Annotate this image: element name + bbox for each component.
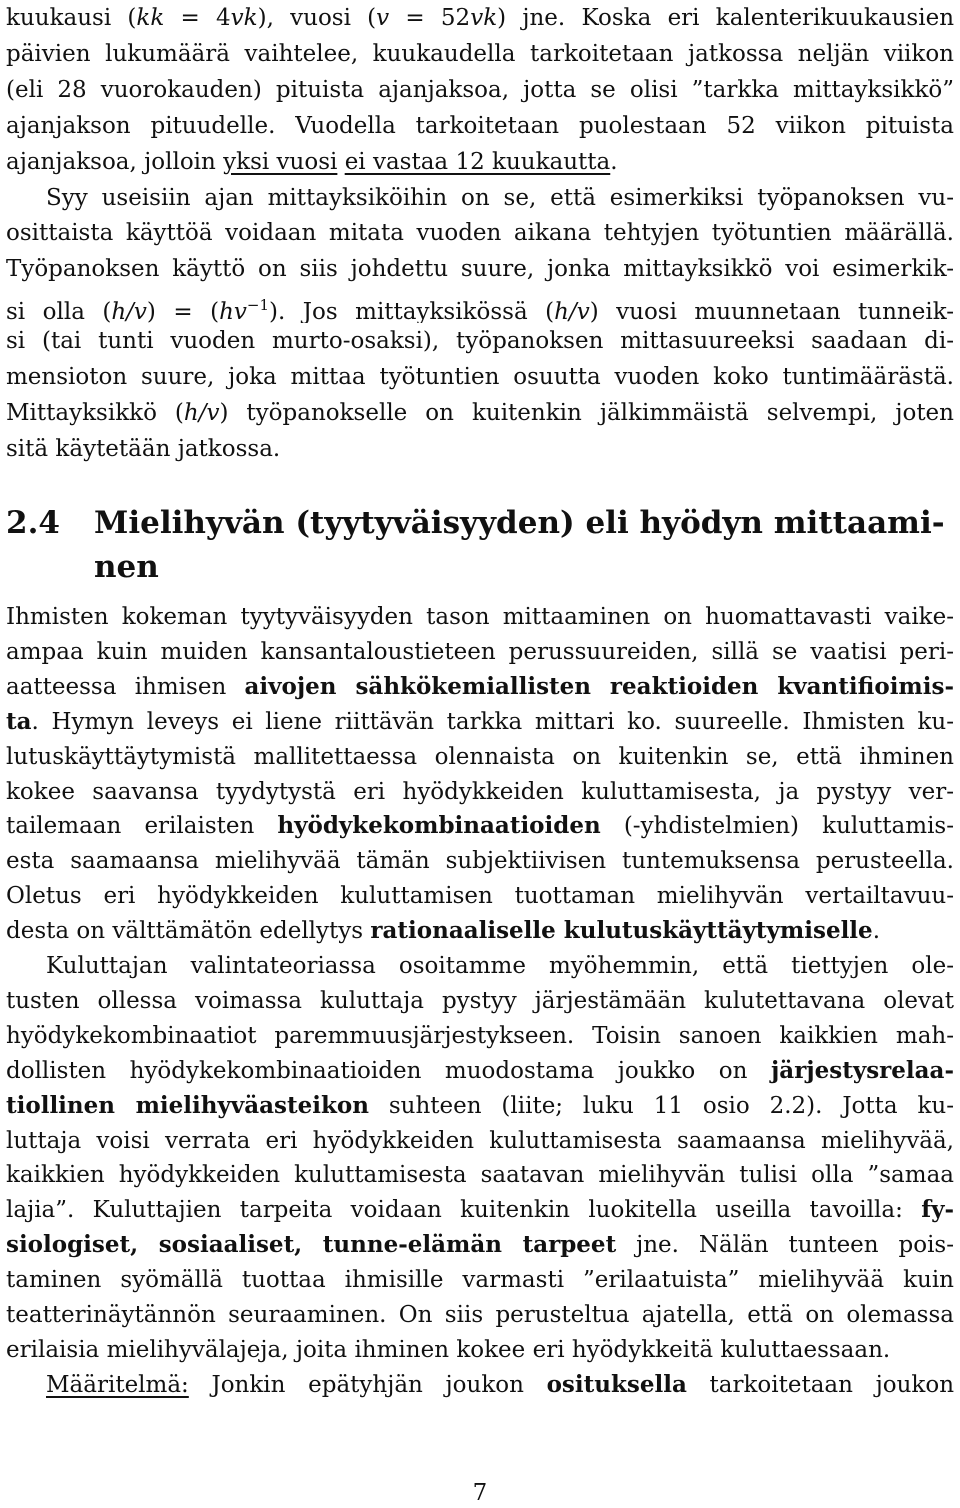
text-run: (eli 28 vuorokauden) pituista ajanjaksoa, jotta se olisi ”tarkka mittayksikkö”: [6, 76, 954, 103]
text-line: [6, 1157, 954, 1193]
text-line: [6, 599, 954, 635]
section-title-line-2: nen: [94, 549, 159, 585]
math-symbol: kk: [136, 5, 165, 31]
text-run: lutuskäyttäytymistä mallitettaessa olennaista on kuitenkin se, että ihminen: [6, 743, 954, 770]
text-run: Oletus eri hyödykkeiden kuluttamisen tuottaman mielihyvän vertailtavuu-: [6, 883, 954, 910]
text-run: kokee saavansa tyydytystä eri hyödykkeiden kuluttamisesta, ja pystyy ver-: [6, 778, 954, 805]
bold-term: hyödykekombinaatioiden: [277, 812, 601, 840]
section-heading-line-1: [6, 499, 945, 547]
text-run: tusten ollessa voimassa kuluttaja pystyy järjestämään kulutettavana olevat: [6, 987, 954, 1014]
text-run: ) = (: [146, 299, 220, 324]
text-run: kuukausi (: [6, 5, 137, 31]
text-run: jne. Nälän tunteen pois-: [616, 1232, 954, 1259]
text-run: Ihmisten kokeman tyytyväisyyden tason mittaaminen on huomattavasti vaike-: [6, 604, 954, 630]
text-run: aatteessa ihmisen: [6, 673, 245, 700]
text-line: [6, 1227, 954, 1263]
text-line: [6, 634, 954, 670]
text-line: [46, 1367, 954, 1403]
bold-term: osituksella: [546, 1370, 687, 1398]
text-line: [6, 1297, 954, 1333]
text-line: [6, 108, 954, 144]
section-heading-line-2: [94, 543, 159, 591]
text-run: ) vuosi muunnetaan tunneik-: [589, 299, 954, 324]
text-run: tarkoitetaan joukon: [686, 1371, 954, 1398]
math-symbol: v: [376, 5, 390, 31]
text-run: [337, 149, 344, 175]
text-line: [6, 1053, 954, 1089]
text-line: [6, 1018, 954, 1054]
text-line: [6, 287, 954, 323]
text-line: [6, 1262, 954, 1298]
text-line: [6, 72, 954, 108]
text-run: ) jne. Koska eri kalenterikuukausien: [497, 5, 954, 31]
math-symbol: vk: [230, 5, 258, 31]
text-run: . Hymyn leveys ei liene riittävän tarkka mittari ko. suureelle. Ihmisten ku-: [31, 708, 954, 735]
text-run: .: [610, 148, 618, 175]
bold-term: siologiset, sosiaaliset, tunne-elämän tarpeet: [6, 1231, 617, 1259]
text-run: luttaja voisi verrata eri hyödykkeiden kuluttamisesta saamaansa mielihyvää,: [6, 1127, 954, 1154]
section-title-line-1: Mielihyvän (tyytyväisyyden) eli hyödyn mittaami-: [94, 505, 945, 541]
text-line: [6, 431, 954, 467]
underlined-text: Määritelmä:: [46, 1371, 189, 1398]
text-line: [6, 739, 954, 775]
text-run: kaikkien hyödykkeiden kuluttamisesta saatavan mielihyvän tulisi olla ”samaa: [6, 1162, 954, 1189]
text-run: Jonkin epätyhjän joukon: [188, 1371, 547, 1398]
bold-term: rationaaliselle kulutuskäyttäytymiselle: [370, 917, 873, 945]
text-run: teatterinäytännön seuraaminen. On siis perusteltua ajatella, että on olemassa: [6, 1302, 954, 1328]
text-run: sitä käytetään jatkossa.: [6, 435, 281, 462]
text-run: osittaista käyttöä voidaan mitata vuoden aikana tehtyjen työtuntien määrällä.: [6, 220, 954, 247]
text-run: ajanjaksoa, jolloin: [6, 148, 224, 175]
underlined-text: ei vastaa 12 kuukautta: [344, 148, 611, 175]
text-run: desta on välttämätön edellytys: [6, 918, 371, 945]
text-line: [46, 948, 954, 984]
text-line: [6, 1088, 954, 1124]
text-line: [6, 983, 954, 1019]
text-line: [6, 1123, 954, 1159]
text-run: tailemaan erilaisten: [6, 813, 278, 840]
text-run: si olla (: [6, 299, 112, 324]
text-run: erilaisia mielihyvälajeja, joita ihminen kokee eri hyödykkeitä kuluttaessaan.: [6, 1336, 891, 1363]
text-line: [6, 323, 954, 359]
text-run: suhteen (liite; luku 11 osio 2.2). Jotta ku-: [368, 1092, 954, 1119]
math-symbol: vk: [470, 5, 498, 31]
text-line: [46, 180, 954, 216]
section-number: 2.4: [6, 505, 60, 541]
text-line: [6, 669, 954, 705]
text-run: mensioton suure, joka mittaa työtuntien osuutta vuoden koko tuntimäärästä.: [6, 364, 954, 390]
text-line: [6, 1192, 954, 1228]
text-run: (-yhdistelmien) kuluttamis-: [600, 813, 954, 840]
text-run: .: [872, 918, 880, 945]
text-line: [6, 808, 954, 844]
text-line: [6, 878, 954, 914]
text-line: [6, 215, 954, 251]
text-line: [6, 774, 954, 810]
text-line: [6, 36, 954, 72]
bold-term: tiollinen mielihyväasteikon: [6, 1091, 369, 1119]
text-run: taminen syömällä tuottaa ihmisille varmasti ”erilaatuista” mielihyvää kuin: [6, 1267, 954, 1294]
text-run: ) työpanokselle on kuitenkin jälkimmäistä selvempi, joten: [219, 399, 954, 426]
text-run: päivien lukumäärä vaihtelee, kuukaudella tarkoitetaan jatkossa neljän viikon: [6, 40, 954, 67]
text-run: Mittayksikkö (: [6, 399, 184, 426]
text-run: ). Jos mittayksikössä (: [269, 299, 555, 324]
bold-term: ta: [6, 707, 32, 735]
text-line: [6, 913, 954, 949]
text-line: [6, 144, 954, 180]
text-run: ajanjakson pituudelle. Vuodella tarkoitetaan puolestaan 52 viikon pituista: [6, 112, 954, 139]
text-run: Kuluttajan valintateoriassa osoitamme myöhemmin, että tiettyjen ole-: [46, 953, 954, 979]
underlined-text: yksi vuosi: [223, 148, 338, 175]
text-line: [6, 843, 954, 879]
bold-term: fy-: [921, 1196, 954, 1224]
text-line: [6, 395, 954, 431]
text-run: dollisten hyödykekombinaatioiden muodostama joukko on: [6, 1057, 771, 1084]
bold-term: aivojen sähkökemiallisten reaktioiden kvantifioimis-: [244, 672, 954, 700]
page-number: 7: [472, 1480, 488, 1506]
text-run: esta saamaansa mielihyvää tämän subjektiivisen tuntemuksensa perusteella.: [6, 848, 954, 875]
text-line: [6, 1332, 954, 1368]
math-symbol: h/v: [111, 299, 147, 324]
text-run: Syy useisiin ajan mittayksiköihin on se, että esimerkiksi työpanoksen vu-: [46, 184, 954, 211]
text-run: = 4: [164, 5, 231, 31]
text-run: = 52: [389, 5, 471, 31]
math-symbol: h/v: [183, 399, 220, 426]
text-run: lajia”. Kuluttajien tarpeita voidaan kuitenkin luokitella useilla tavoilla:: [6, 1197, 922, 1224]
text-run: ), vuosi (: [257, 5, 377, 31]
text-run: ampaa kuin muiden kansantaloustieteen perussuureiden, sillä se vaatisi peri-: [6, 638, 954, 665]
superscript: −1: [246, 296, 270, 315]
math-symbol: hv: [219, 299, 247, 324]
text-line: [6, 704, 954, 740]
text-run: hyödykekombinaatiot paremmuusjärjestykseen. Toisin sanoen kaikkien mah-: [6, 1022, 954, 1049]
text-line: [6, 0, 954, 36]
text-run: si (tai tunti vuoden murto-osaksi), työpanoksen mittasuureeksi saadaan di-: [6, 328, 954, 355]
bold-term: järjestysrelaa-: [770, 1056, 954, 1084]
text-run: Työpanoksen käyttö on siis johdettu suure, jonka mittayksikkö voi esimerkik-: [6, 256, 954, 283]
text-line: [6, 251, 954, 287]
text-line: [6, 359, 954, 395]
math-symbol: h/v: [554, 299, 590, 324]
